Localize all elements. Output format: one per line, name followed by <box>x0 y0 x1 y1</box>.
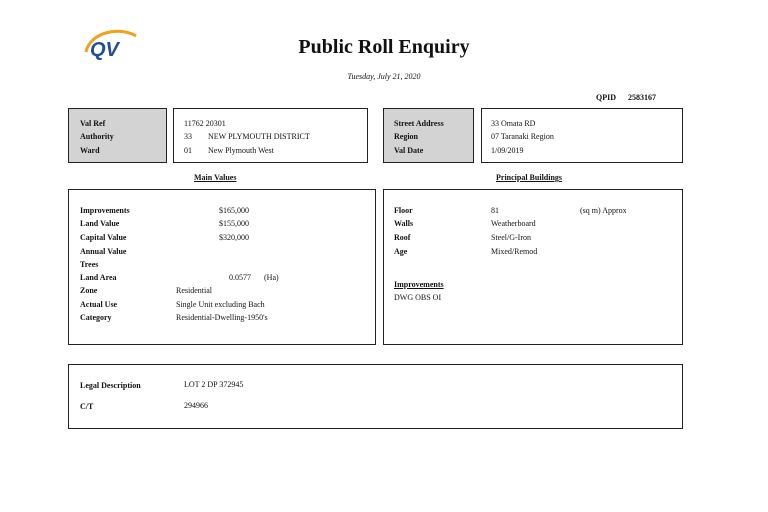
principal-buildings-box <box>383 189 683 345</box>
category-label: Category <box>80 313 112 322</box>
page-title: Public Roll Enquiry <box>298 36 470 58</box>
region-label: Region <box>394 132 418 141</box>
land-area-value: 0.0577 <box>229 273 251 282</box>
region-value: 07 Taranaki Region <box>491 132 554 141</box>
roof-label: Roof <box>394 233 411 242</box>
street-address-label: Street Address <box>394 119 444 128</box>
annual-value-label: Annual Value <box>80 247 127 256</box>
legal-box <box>68 364 683 429</box>
land-area-label: Land Area <box>80 273 117 282</box>
street-address-value: 33 Omata RD <box>491 119 536 128</box>
roof-value: Steel/G-Iron <box>491 233 531 242</box>
val-date-label: Val Date <box>394 146 424 155</box>
capital-value-value: $320,000 <box>219 233 249 242</box>
capital-value-label: Capital Value <box>80 233 127 242</box>
ward-name: New Plymouth West <box>208 146 274 155</box>
main-values-heading: Main Values <box>194 173 237 182</box>
land-value-value: $155,000 <box>219 219 249 228</box>
principal-buildings-heading: Principal Buildings <box>496 173 563 182</box>
qpid-label: QPID <box>596 93 616 102</box>
qpid-value: 2583167 <box>628 93 656 102</box>
improvements-value: $165,000 <box>219 206 249 215</box>
zone-label: Zone <box>80 286 98 295</box>
floor-label: Floor <box>394 206 413 215</box>
authority-name: NEW PLYMOUTH DISTRICT <box>208 132 310 141</box>
actual-use-value: Single Unit excluding Bach <box>176 300 265 309</box>
val-ref-label: Val Ref <box>80 119 106 128</box>
authority-code: 33 <box>184 132 192 141</box>
ct-label: C/T <box>80 402 94 411</box>
land-value-label: Land Value <box>80 219 120 228</box>
actual-use-label: Actual Use <box>80 300 118 309</box>
ward-label: Ward <box>80 146 100 155</box>
val-date-value: 1/09/2019 <box>491 146 524 155</box>
improvements-heading: Improvements <box>394 280 444 289</box>
age-label: Age <box>394 247 408 256</box>
land-area-unit: (Ha) <box>264 273 279 282</box>
val-ref-value: 11762 20301 <box>184 119 226 128</box>
category-value: Residential-Dwelling-1950's <box>176 313 268 322</box>
zone-value: Residential <box>176 286 212 295</box>
authority-label: Authority <box>80 132 114 141</box>
floor-value: 81 <box>491 206 499 215</box>
report-date: Tuesday, July 21, 2020 <box>347 72 421 81</box>
ct-value: 294966 <box>184 401 208 410</box>
trees-label: Trees <box>80 260 99 269</box>
walls-label: Walls <box>394 219 414 228</box>
improvements-label: Improvements <box>80 206 130 215</box>
floor-unit: (sq m) Approx <box>580 206 627 215</box>
building-improvements-value: DWG OBS OI <box>394 293 442 302</box>
legal-description-label: Legal Description <box>80 381 141 390</box>
logo-text: QV <box>90 39 119 61</box>
walls-value: Weatherboard <box>491 219 536 228</box>
legal-description-value: LOT 2 DP 372945 <box>184 380 244 389</box>
ward-code: 01 <box>184 146 192 155</box>
age-value: Mixed/Remod <box>491 247 538 256</box>
